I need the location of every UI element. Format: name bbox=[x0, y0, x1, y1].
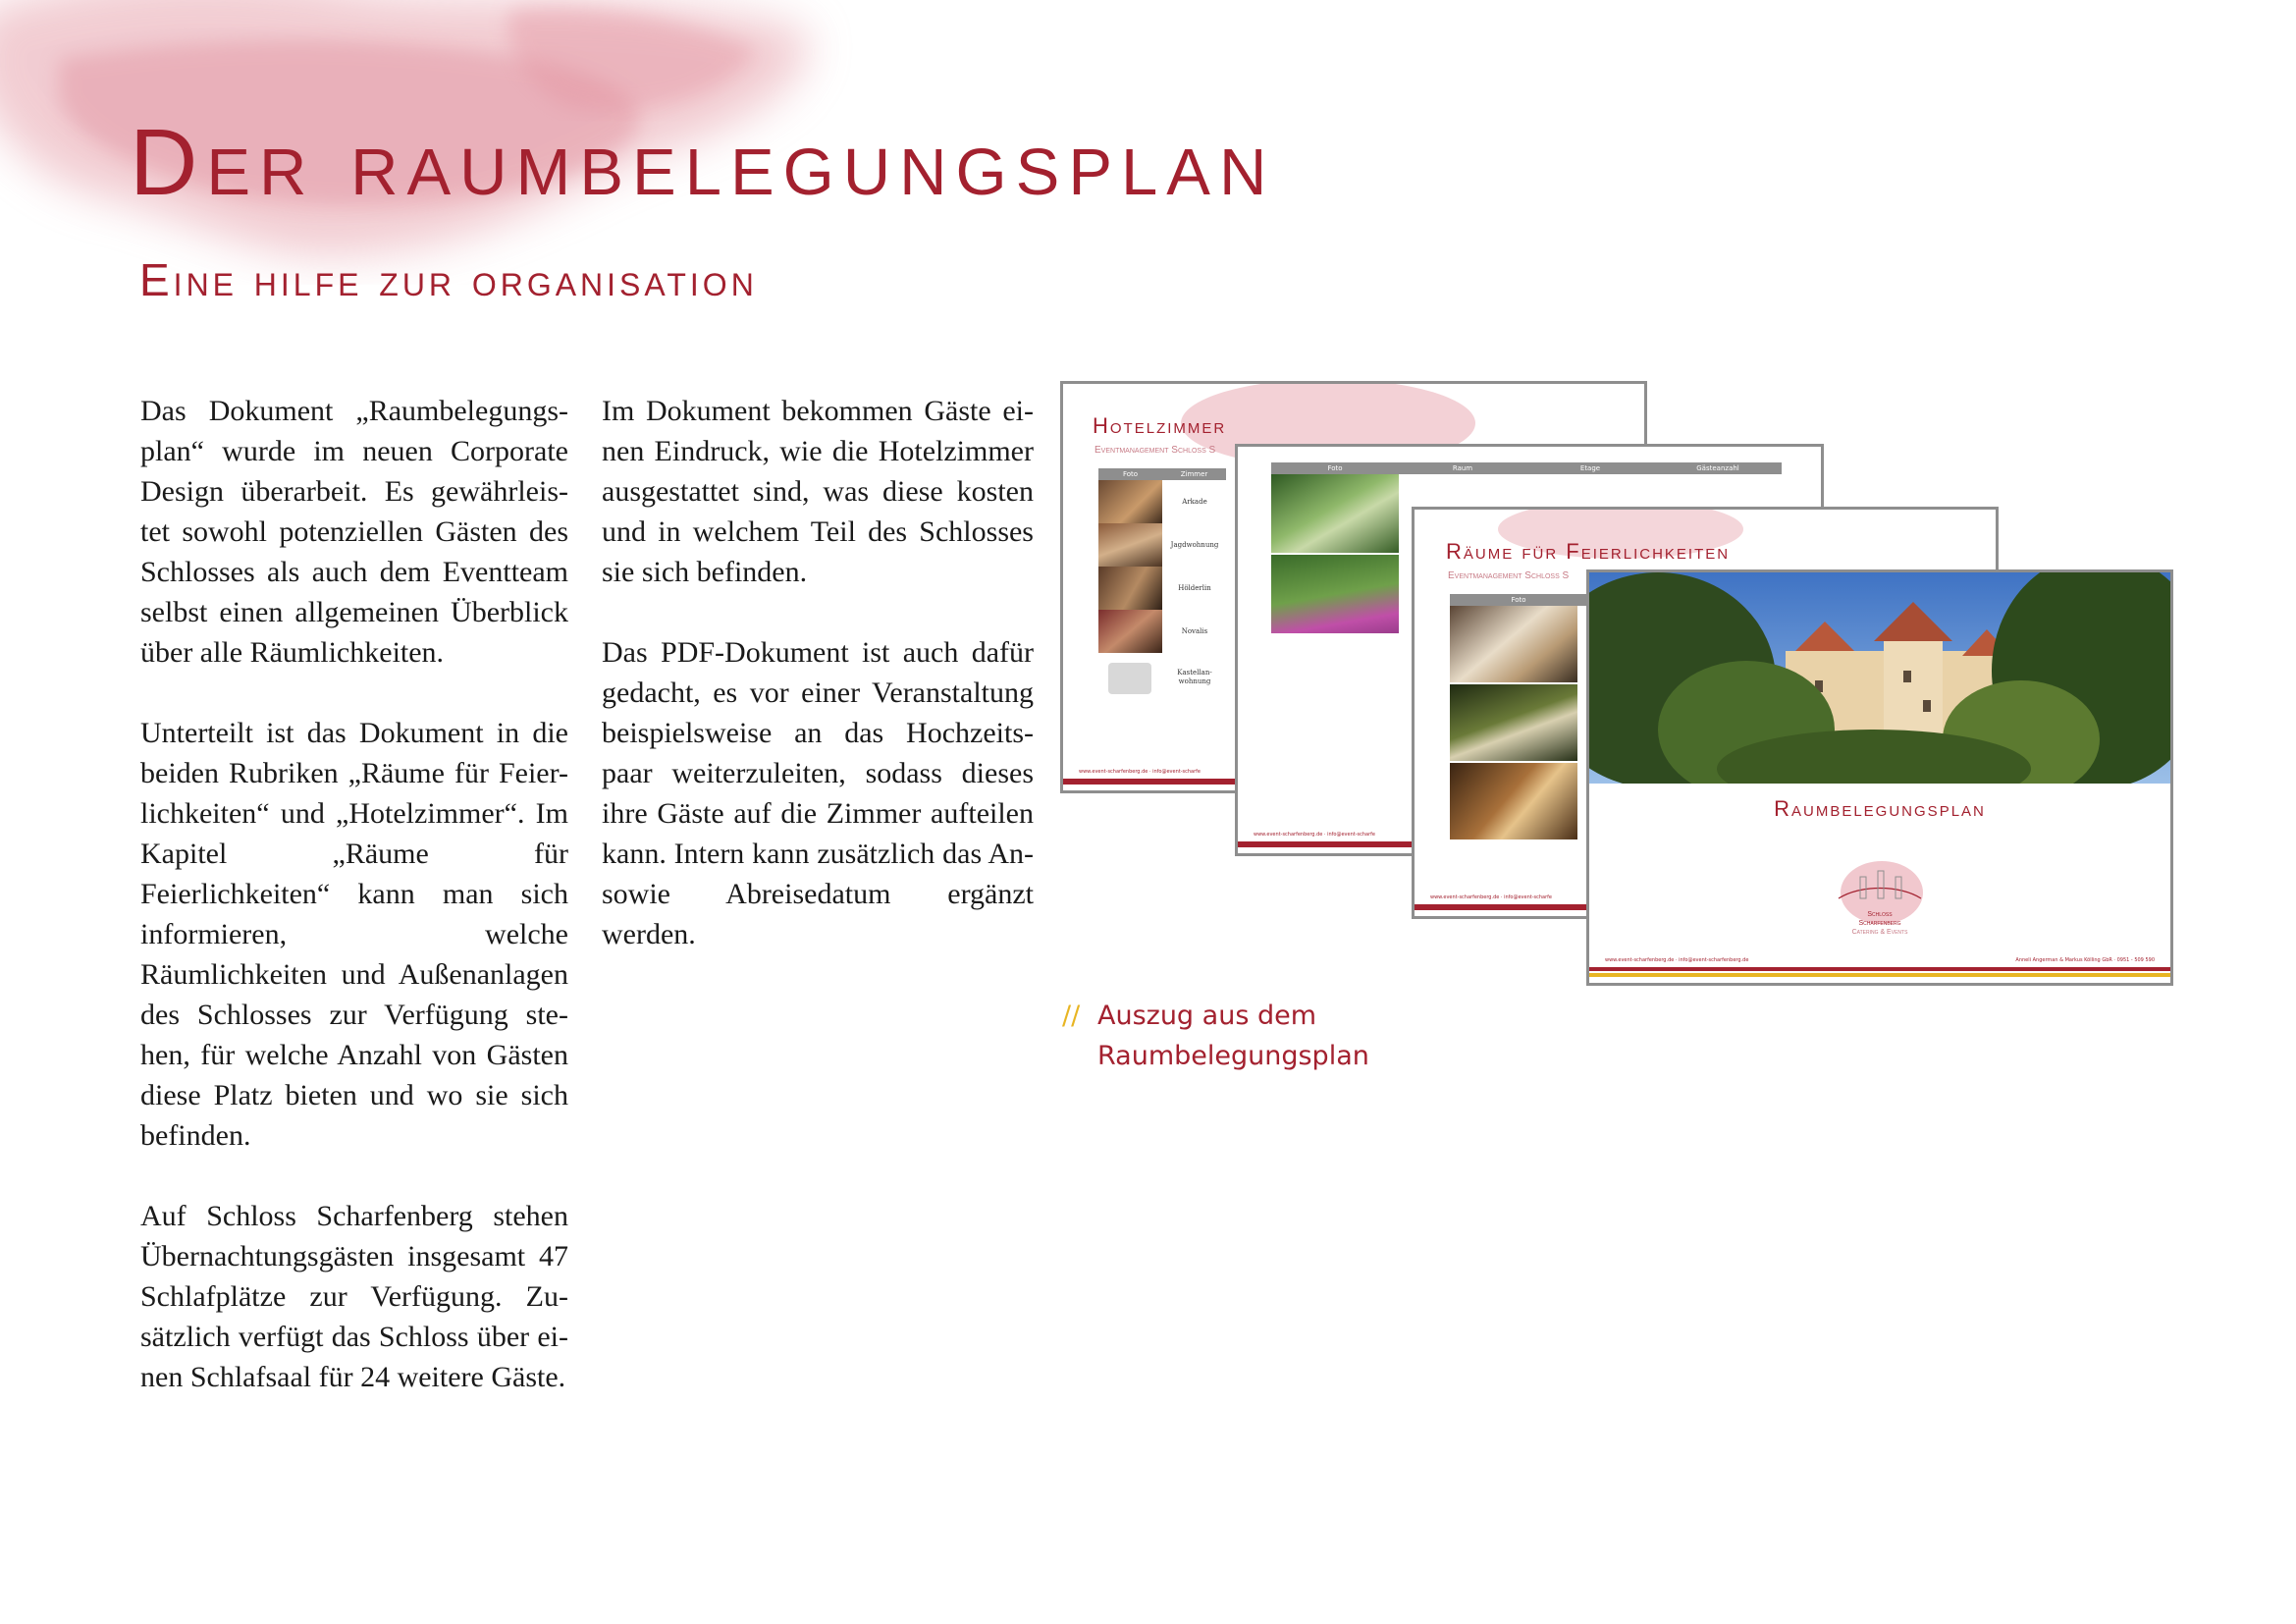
logo-line: Schloss bbox=[1867, 911, 1893, 918]
venue-photo bbox=[1271, 474, 1399, 553]
caption-slashes: // bbox=[1062, 1001, 1081, 1031]
paragraph: Das PDF-Dokument ist auch dafür gedacht, es vor einer Veranstaltung beispielsweise an das Hochzeits-paar weiterzuleiten, sodass dieses ihre Gäste auf die Zimmer aufteilen kann. Intern kann zusätzlich das An- sowie Abreisedatum ergänzt werden. bbox=[602, 636, 1034, 950]
caption-line: Raumbelegungsplan bbox=[1097, 1041, 1369, 1071]
room-label: Jagdwohnung bbox=[1170, 541, 1219, 549]
table-header bbox=[1450, 594, 1587, 606]
room-photo bbox=[1098, 567, 1162, 610]
logo-line: Catering & Events bbox=[1851, 929, 1908, 936]
room-label: Novalis bbox=[1181, 627, 1208, 635]
logo-text bbox=[1821, 910, 1939, 937]
column-header: Foto bbox=[1511, 596, 1526, 604]
page-subtitle: Eine hilfe zur organisation bbox=[139, 254, 758, 305]
room-photo bbox=[1098, 480, 1162, 523]
preview-card-cover bbox=[1586, 569, 2173, 986]
footer-bar bbox=[1589, 967, 2170, 971]
column-header: Foto bbox=[1327, 464, 1343, 472]
column-header: Raum bbox=[1452, 464, 1473, 472]
camera-icon bbox=[1108, 663, 1151, 694]
page-title: Der raumbelegungsplan bbox=[130, 110, 1276, 215]
room-photo bbox=[1098, 610, 1162, 653]
table-header bbox=[1271, 462, 1782, 474]
card-title: Räume für Feierlichkeiten bbox=[1446, 539, 1731, 564]
table-header bbox=[1098, 468, 1226, 480]
card-footer-right: Anneli Angerman & Markus Kölling GbR · 0951 - 509 590 bbox=[2015, 957, 2155, 963]
column-header: Etage bbox=[1579, 464, 1601, 472]
venue-photo bbox=[1450, 763, 1577, 839]
figure-caption bbox=[1062, 996, 1369, 1076]
card-footer: www.event-scharfenberg.de · info@event-scharfenberg.de bbox=[1605, 957, 1749, 963]
column-header: Zimmer bbox=[1180, 470, 1208, 478]
card-footer: www.event-scharfenberg.de · info@event-scharfe bbox=[1254, 832, 1375, 838]
text-column-middle bbox=[602, 391, 1034, 995]
text-column-left bbox=[140, 391, 568, 1437]
room-photo bbox=[1098, 523, 1162, 567]
venue-photo bbox=[1450, 684, 1577, 761]
cover-title: Raumbelegungsplan bbox=[1774, 796, 1986, 821]
footer-bar-accent bbox=[1589, 973, 2170, 977]
card-footer: www.event-scharfenberg.de · info@event-scharfe bbox=[1430, 894, 1552, 900]
room-label: Hölderlin bbox=[1178, 584, 1211, 592]
venue-photo bbox=[1271, 555, 1399, 633]
paragraph: Auf Schloss Scharfenberg stehen Übernachtungsgästen insgesamt 47 Schlafplätze zur Verfügung. Zu-sätzlich verfügt das Schloss über ei-nen Schlafsaal für 24 weitere Gäste. bbox=[140, 1200, 568, 1393]
column-header: Gästeanzahl bbox=[1696, 464, 1739, 472]
card-title: Hotelzimmer bbox=[1093, 413, 1227, 438]
room-label: Kastellan-wohnung bbox=[1177, 669, 1212, 685]
venue-photo bbox=[1450, 606, 1577, 682]
card-subtitle: Eventmanagement Schloss S bbox=[1095, 445, 1216, 456]
paragraph: Unterteilt ist das Dokument in die beiden Rubriken „Räume für Feier-lichkeiten“ und „Hotelzimmer“. Im Kapitel „Räume für Feierlichkeiten“ kann man sich informieren, welche Räumlichkeiten und Außenanlagen des Schlosses zur Verfügung ste-hen, für welche Anzahl von Gästen diese Platz bieten und wo sie sich befinden. bbox=[140, 717, 568, 1152]
caption-line: Auszug aus dem bbox=[1097, 1001, 1317, 1031]
paragraph: Im Dokument bekommen Gäste ei-nen Eindruck, wie die Hotelzimmer ausgestattet sind, was diese kosten und in welchem Teil des Schlosses sie sich befinden. bbox=[602, 395, 1034, 588]
card-subtitle: Eventmanagement Schloss S bbox=[1448, 570, 1570, 581]
logo-line: Scharfenberg bbox=[1858, 920, 1901, 927]
card-footer: www.event-scharfenberg.de · info@event-scharfe bbox=[1079, 769, 1201, 775]
castle-photo bbox=[1589, 572, 2170, 784]
column-header: Foto bbox=[1122, 470, 1139, 478]
room-label: Arkade bbox=[1182, 498, 1207, 506]
paragraph: Das Dokument „Raumbelegungs-plan“ wurde im neuen Corporate Design überarbeit. Es gewährleis-tet sowohl potenziellen Gästen des Schlosses als auch dem Eventteam selbst einen allgemeinen Überblick über alle Räumlichkeiten. bbox=[140, 395, 568, 669]
